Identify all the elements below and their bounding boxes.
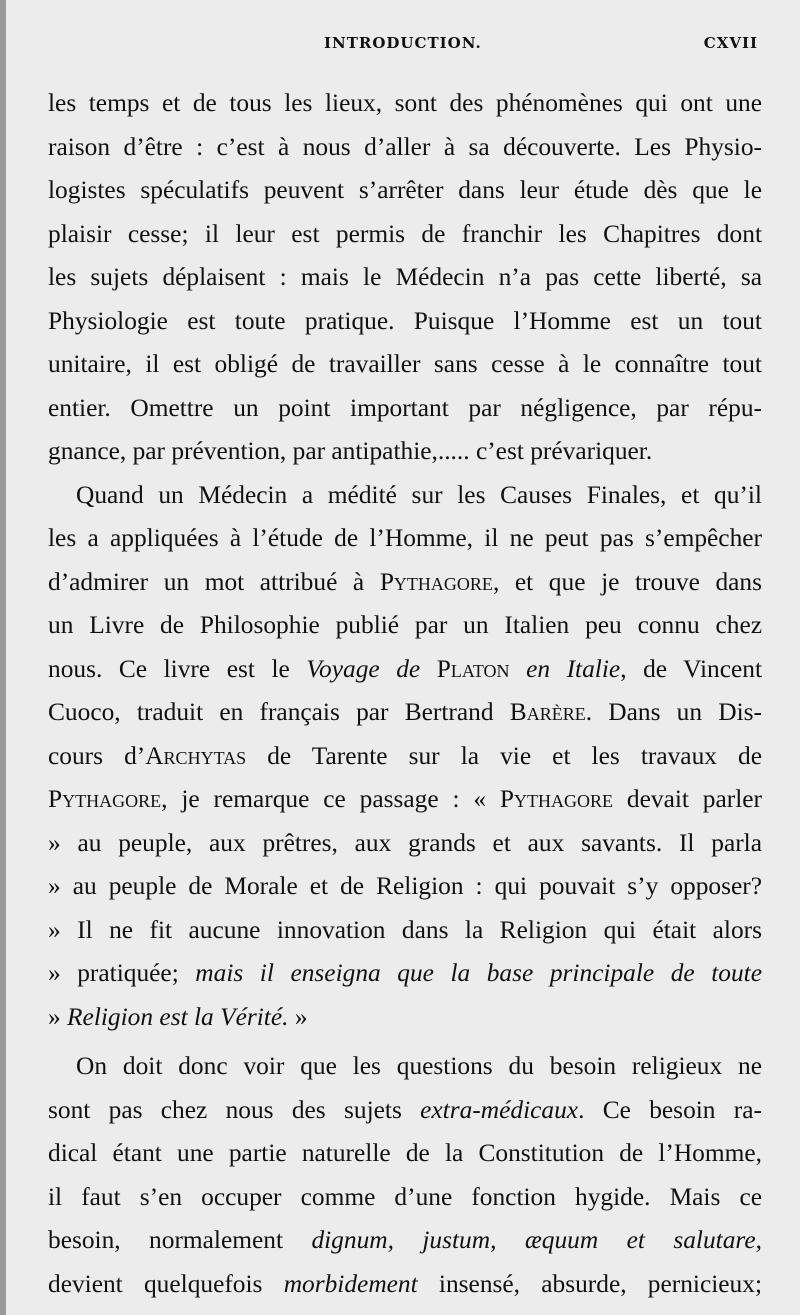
person-name: Platon <box>420 654 510 683</box>
text-line: Pythagore, je remarque ce passage : « Pythagore devait parler <box>48 785 763 813</box>
text-line: dical étant une partie naturelle de la Constitution de l’Homme, <box>48 1139 762 1167</box>
latin-phrase: dignum, justum, æquum et salutare <box>311 1226 756 1254</box>
text-line: les a appliquées à l’étude de l’Homme, il ne peut pas s’empêcher <box>48 524 762 552</box>
text-line: Physiologie est toute pratique. Puisque l’Homme est un tout <box>48 306 762 335</box>
text-line: les sujets déplaisent : mais le Médecin n’a pas cette liberté, sa <box>48 263 762 291</box>
text-line: raison d’être : c’est à nous d’aller à sa découverte. Les Physio- <box>48 132 762 161</box>
text-line: » Il ne fit aucune innovation dans la Religion qui était alors <box>48 915 762 944</box>
text-line: gnance, par prévention, par antipathie,..... c’est prévariquer. <box>48 437 653 465</box>
emphasis-text: mais il enseigna que la base principale de toute <box>195 959 762 987</box>
text-line: sont pas chez nous des sujets extra-médicaux. Ce besoin ra- <box>48 1095 762 1124</box>
text-line: nous. Ce livre est le Voyage de Platon en Italie, de Vincent <box>48 654 762 683</box>
text-line: » pratiquée; mais il enseigna que la base principale de toute <box>48 959 762 987</box>
text-line: il faut s’en occuper comme d’une fonction hygide. Mais ce <box>48 1182 762 1211</box>
text-line: » au peuple de Morale et de Religion : qui pouvait s’y opposer? <box>48 872 762 900</box>
book-title: Voyage de <box>306 654 421 683</box>
text-line: » Religion est la Vérité. » <box>48 1002 308 1031</box>
body-text <box>48 82 762 1306</box>
person-name: Pythagore <box>379 567 493 596</box>
person-name: Archytas <box>145 741 247 770</box>
text-line: un Livre de Philosophie publié par un Italien peu connu chez <box>48 611 762 639</box>
person-name: Barère <box>509 698 586 726</box>
text-line: Quand un Médecin a médité sur les Causes Finales, et qu’il <box>76 480 762 509</box>
text-line: devient quelquefois morbidement insensé, absurde, pernicieux; <box>48 1269 763 1298</box>
text-line: les temps et de tous les lieux, sont des phénomènes qui ont une <box>48 89 762 117</box>
emphasis-text: Religion est la Vérité. <box>67 1002 289 1031</box>
running-title: INTRODUCTION. <box>324 34 482 52</box>
text-line: Cuoco, traduit en français par Bertrand Barère. Dans un Dis- <box>48 698 762 726</box>
text-line: entier. Omettre un point important par négligence, par répu- <box>48 393 762 422</box>
text-line: besoin, normalement dignum, justum, æquum et salutare, <box>48 1226 762 1254</box>
running-head <box>6 34 800 58</box>
book-title: en Italie <box>509 654 621 683</box>
emphasis-text: extra-médicaux <box>420 1095 579 1124</box>
text-line: unitaire, il est obligé de travailler sans cesse à le connaître tout <box>48 350 762 378</box>
text-line: On doit donc voir que les questions du besoin religieux ne <box>76 1052 762 1080</box>
person-name: Pythagore <box>499 785 614 813</box>
text-line: cours d’Archytas de Tarente sur la vie et les travaux de <box>48 741 762 770</box>
text-line: » au peuple, aux prêtres, aux grands et aux savants. Il parla <box>48 828 762 857</box>
page-number: CXVII <box>703 34 758 52</box>
text-line: logistes spéculatifs peuvent s’arrêter dans leur étude dès que le <box>48 176 762 204</box>
emphasis-text: morbidement <box>283 1269 418 1298</box>
text-line: plaisir cesse; il leur est permis de franchir les Chapitres dont <box>48 219 762 248</box>
person-name: Pythagore <box>48 785 162 813</box>
text-line: d’admirer un mot attribué à Pythagore, et que je trouve dans <box>48 567 762 596</box>
